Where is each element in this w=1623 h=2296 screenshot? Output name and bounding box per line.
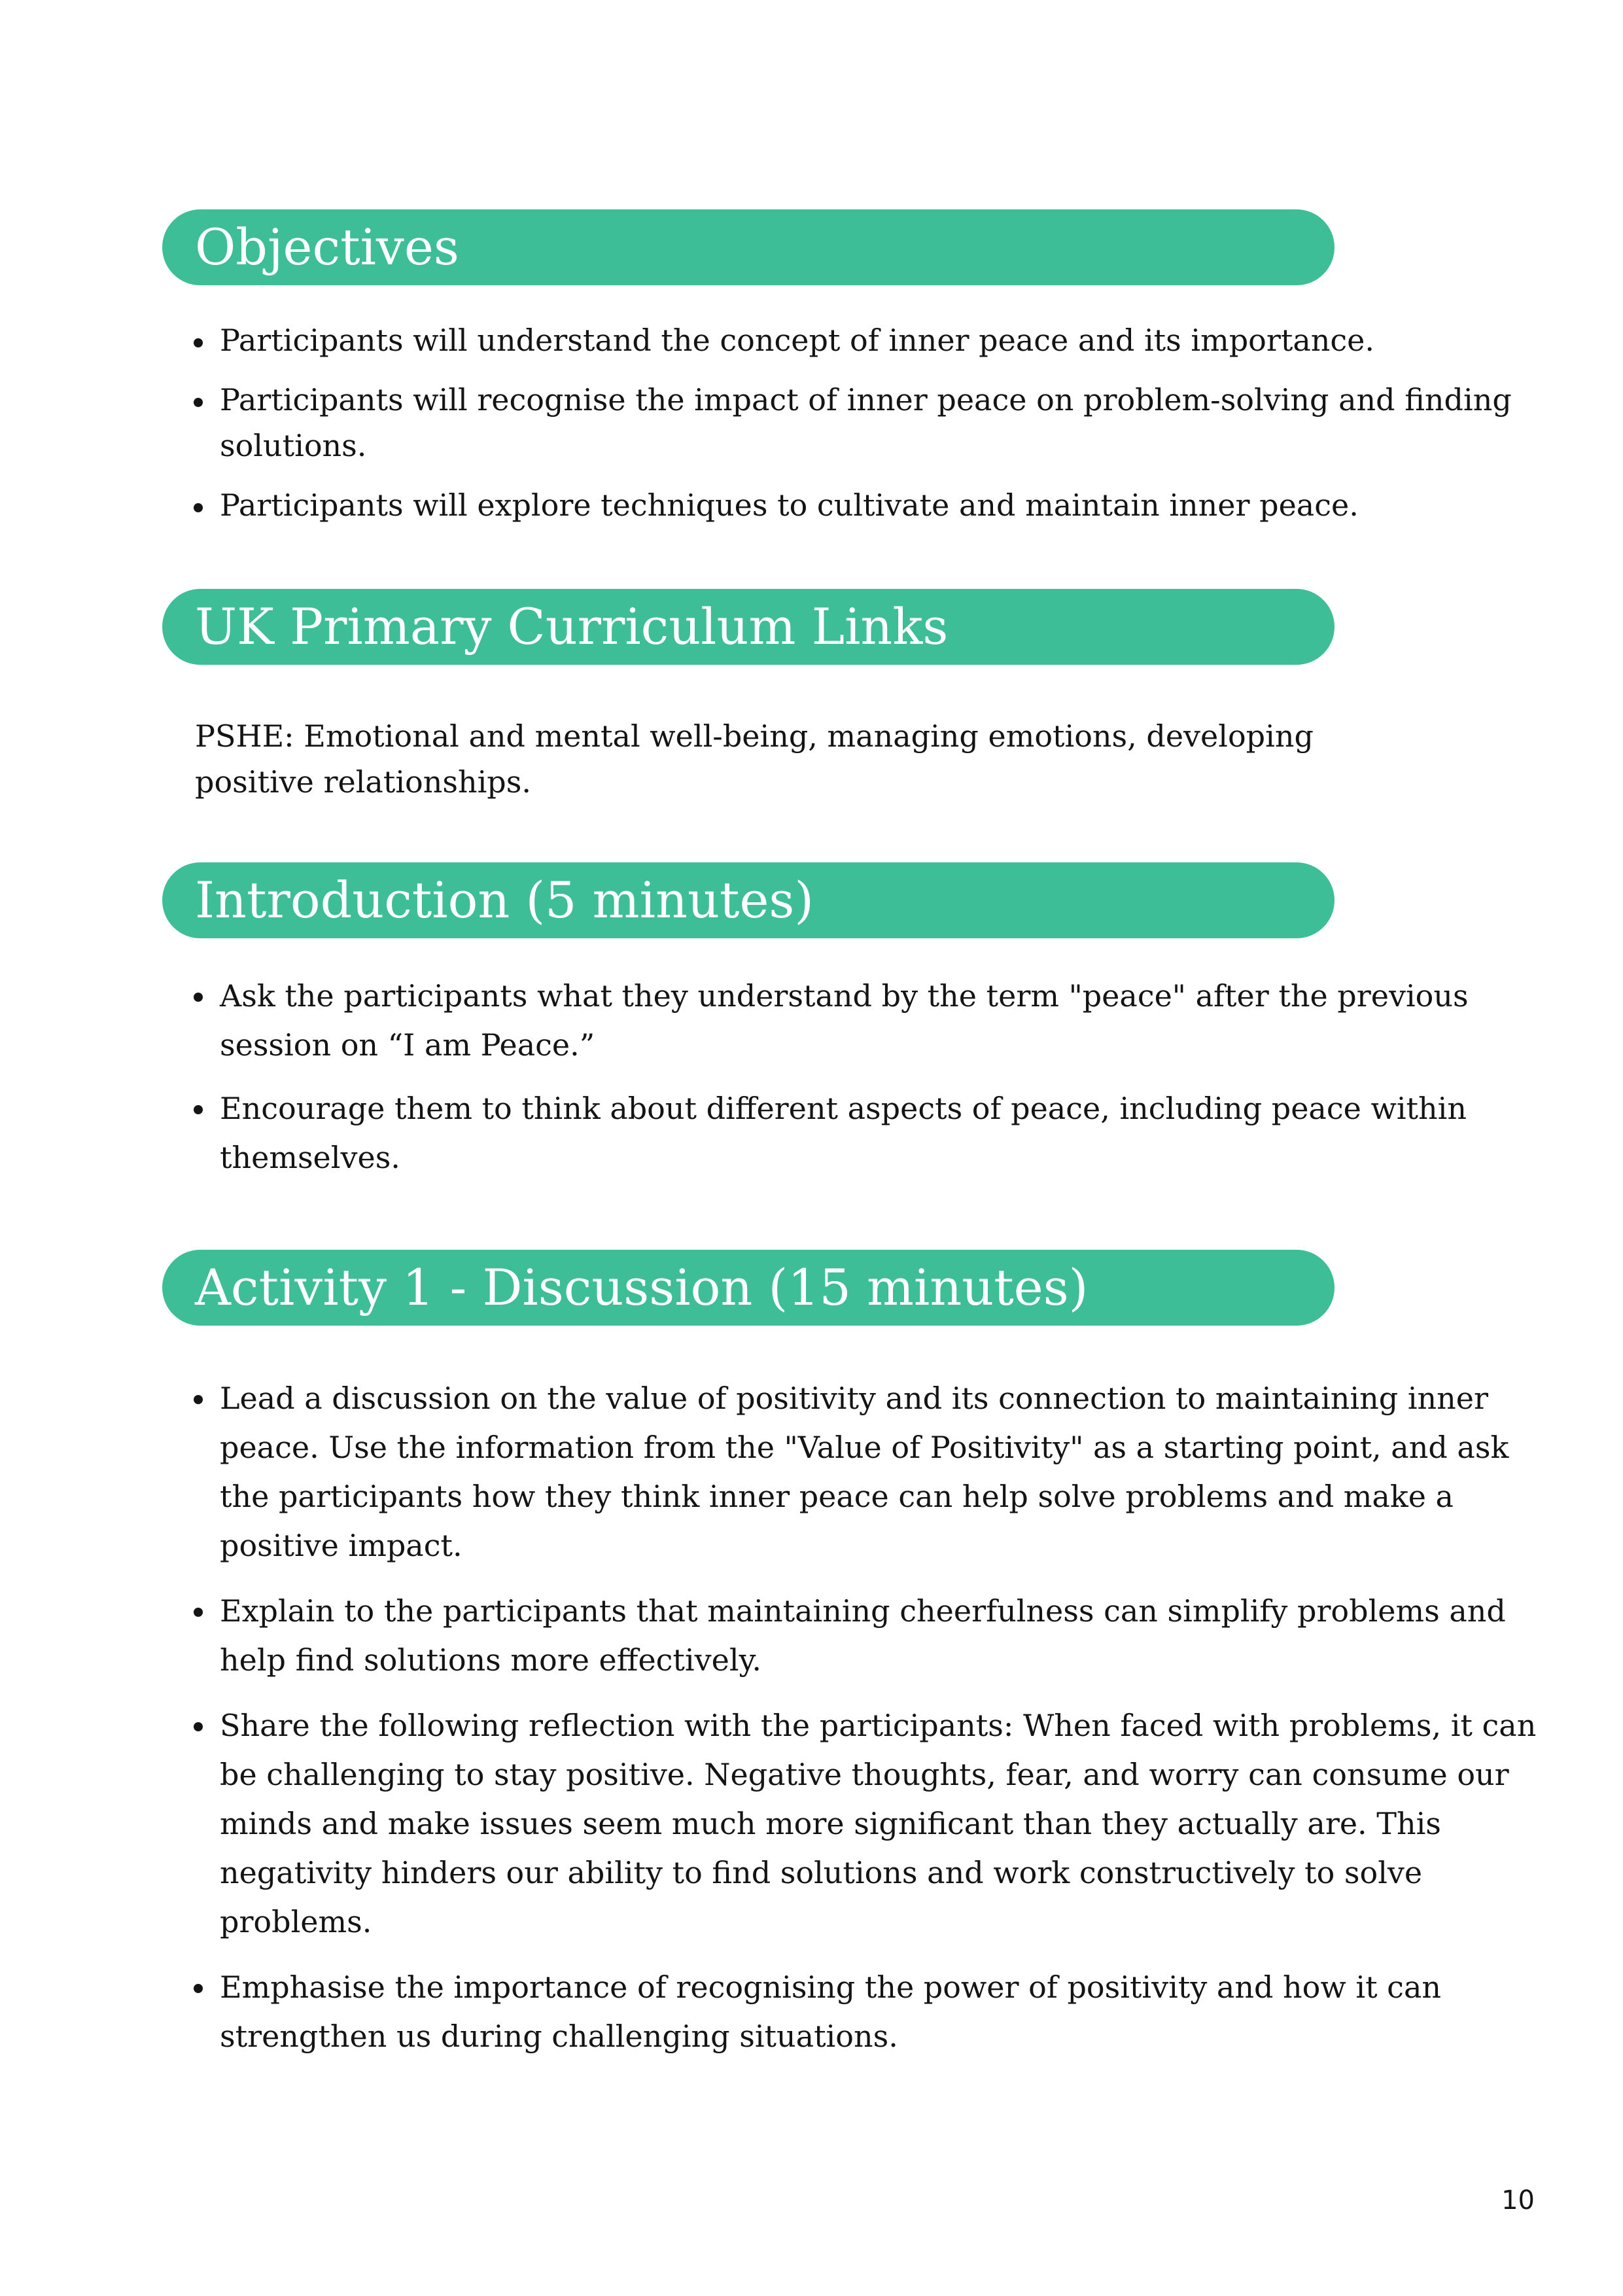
curriculum-header <box>162 589 1335 665</box>
list-item: Ask the participants what they understand by the term "peace" after the previous session on “I am Peace.” <box>0 972 1623 1070</box>
objectives-list <box>0 317 1623 542</box>
page-number: 10 <box>1501 2185 1535 2216</box>
list-item: Participants will explore techniques to cultivate and maintain inner peace. <box>0 482 1623 528</box>
list-item: Share the following reflection with the participants: When faced with problems, it can be challenging to stay positive. Negative thoughts, fear, and worry can consume our minds and make issues seem much more significant than they actually are. This negativity hinders our ability to find solutions and work constructively to solve problems. <box>0 1701 1623 1947</box>
list-item: Participants will recognise the impact of inner peace on problem-solving and finding solutions. <box>0 377 1623 468</box>
objectives-header <box>162 209 1335 285</box>
list-item: Participants will understand the concept of inner peace and its importance. <box>0 317 1623 363</box>
list-item: Encourage them to think about different aspects of peace, including peace within themselves. <box>0 1084 1623 1182</box>
introduction-title: Introduction (5 minutes) <box>195 871 814 929</box>
activity1-list <box>0 1374 1623 2077</box>
objectives-title: Objectives <box>195 218 459 276</box>
list-item: Lead a discussion on the value of positivity and its connection to maintaining inner peace. Use the information from the "Value of Positivity" as a starting point, and ask the participants how they think inner peace can help solve problems and make a positive impact. <box>0 1374 1623 1570</box>
activity1-header <box>162 1250 1335 1326</box>
list-item: Emphasise the importance of recognising the power of positivity and how it can strengthen us during challenging situations. <box>0 1963 1623 2061</box>
introduction-header <box>162 862 1335 938</box>
curriculum-title: UK Primary Curriculum Links <box>195 597 949 656</box>
activity1-title: Activity 1 - Discussion (15 minutes) <box>195 1258 1089 1316</box>
introduction-list <box>0 972 1623 1197</box>
curriculum-text: PSHE: Emotional and mental well-being, managing emotions, developing positive relationships. <box>195 718 1314 800</box>
list-item: Explain to the participants that maintaining cheerfulness can simplify problems and help find solutions more effectively. <box>0 1587 1623 1685</box>
